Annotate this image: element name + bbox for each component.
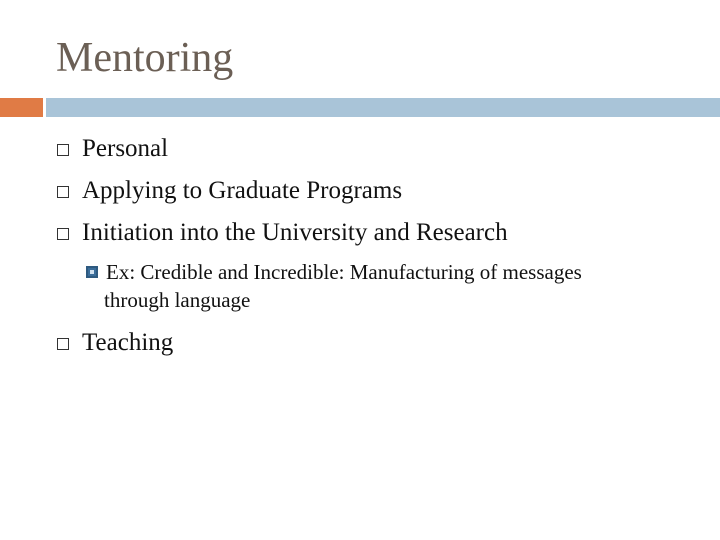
slide-title: Mentoring bbox=[56, 35, 234, 81]
hollow-square-bullet-icon bbox=[57, 338, 69, 350]
hollow-square-bullet-icon bbox=[57, 228, 69, 240]
bullet-text: Personal bbox=[82, 135, 169, 162]
bullet-text: Teaching bbox=[82, 329, 174, 356]
sub-bullet-line-1: Ex: Credible and Incredible: Manufacturing of messages bbox=[106, 260, 582, 284]
bullet-text: Applying to Graduate Programs bbox=[82, 177, 403, 204]
hollow-square-bullet-icon bbox=[57, 144, 69, 156]
bullet-text: Initiation into the University and Research bbox=[82, 219, 508, 246]
hollow-square-bullet-icon bbox=[57, 186, 69, 198]
sub-bullet-text bbox=[106, 258, 686, 314]
filled-square-bullet-icon bbox=[86, 266, 98, 278]
sub-bullet-line-2: through language bbox=[104, 288, 251, 312]
